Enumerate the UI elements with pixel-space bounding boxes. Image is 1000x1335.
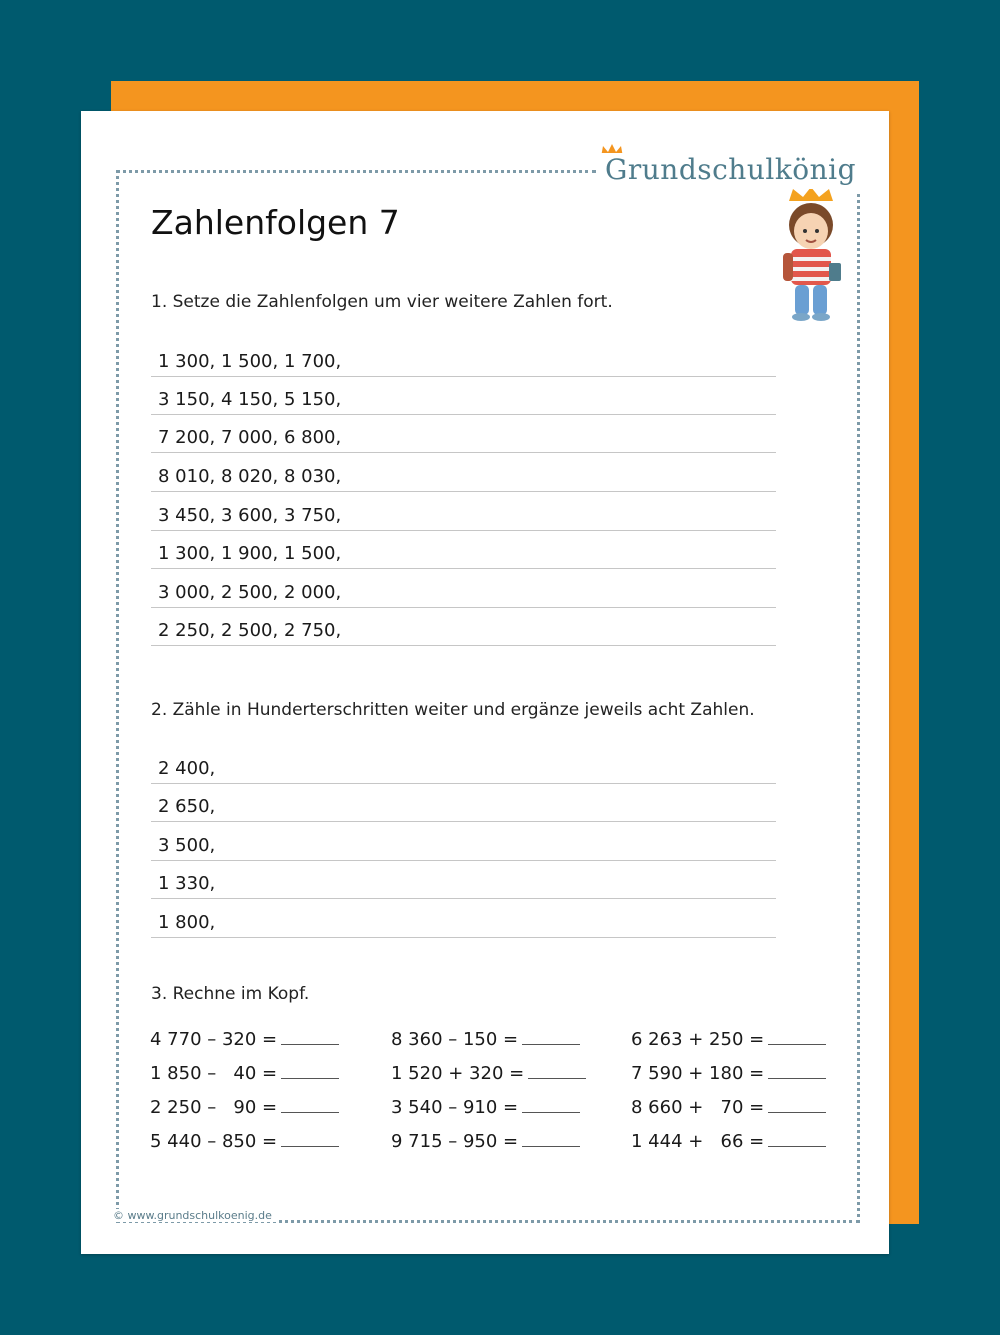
schoolboy-with-crown-illustration <box>771 189 851 329</box>
sequence-row[interactable] <box>151 339 776 377</box>
answer-blank[interactable] <box>522 1098 580 1113</box>
sequence-start: 3 000, 2 500, 2 000, <box>158 582 342 603</box>
counting-row[interactable] <box>151 784 776 822</box>
counting-row[interactable] <box>151 823 776 861</box>
counting-row[interactable] <box>151 900 776 938</box>
answer-blank[interactable] <box>281 1098 339 1113</box>
calc-problem: 9 715 – 950 = <box>391 1131 580 1152</box>
calc-problem: 6 263 + 250 = <box>631 1029 826 1050</box>
answer-blank[interactable] <box>281 1030 339 1045</box>
task-3-instruction: 3. Rechne im Kopf. <box>151 984 310 1004</box>
calc-problem: 1 444 + 66 = <box>631 1131 826 1152</box>
answer-blank[interactable] <box>768 1030 826 1045</box>
sequence-start: 3 450, 3 600, 3 750, <box>158 505 342 526</box>
sequence-start: 7 200, 7 000, 6 800, <box>158 427 342 448</box>
answer-blank[interactable] <box>281 1132 339 1147</box>
brand-logo: Grundschulkönig <box>601 153 860 193</box>
task-1-instruction: 1. Setze die Zahlenfolgen um vier weitere Zahlen fort. <box>151 292 613 312</box>
counting-start: 1 800, <box>158 912 216 933</box>
sequence-row[interactable] <box>151 415 776 453</box>
sequence-row[interactable] <box>151 377 776 415</box>
counting-row[interactable] <box>151 746 776 784</box>
counting-start: 2 400, <box>158 758 216 779</box>
sequence-row[interactable] <box>151 454 776 492</box>
calc-problem: 1 520 + 320 = <box>391 1063 586 1084</box>
answer-blank[interactable] <box>522 1030 580 1045</box>
task-2-instruction: 2. Zähle in Hunderterschritten weiter und ergänze jeweils acht Zahlen. <box>151 700 755 720</box>
answer-blank[interactable] <box>281 1064 339 1079</box>
sequence-row[interactable] <box>151 570 776 608</box>
answer-blank[interactable] <box>522 1132 580 1147</box>
calc-problem: 5 440 – 850 = <box>150 1131 339 1152</box>
answer-blank[interactable] <box>768 1098 826 1113</box>
answer-blank[interactable] <box>528 1064 586 1079</box>
counting-start: 2 650, <box>158 796 216 817</box>
calc-problem: 2 250 – 90 = <box>150 1097 339 1118</box>
sequence-start: 8 010, 8 020, 8 030, <box>158 466 342 487</box>
worksheet-page <box>81 111 889 1254</box>
sequence-start: 1 300, 1 900, 1 500, <box>158 543 342 564</box>
calc-problem: 1 850 – 40 = <box>150 1063 339 1084</box>
calc-problem: 8 660 + 70 = <box>631 1097 826 1118</box>
calc-problem: 7 590 + 180 = <box>631 1063 826 1084</box>
counting-start: 1 330, <box>158 873 216 894</box>
sequence-row[interactable] <box>151 608 776 646</box>
sequence-start: 1 300, 1 500, 1 700, <box>158 351 342 372</box>
sequence-row[interactable] <box>151 531 776 569</box>
counting-row[interactable] <box>151 861 776 899</box>
answer-blank[interactable] <box>768 1132 826 1147</box>
copyright-footer: © www.grundschulkoenig.de <box>111 1209 278 1222</box>
calc-problem: 4 770 – 320 = <box>150 1029 339 1050</box>
calc-problem: 8 360 – 150 = <box>391 1029 580 1050</box>
calc-problem: 3 540 – 910 = <box>391 1097 580 1118</box>
worksheet-title: Zahlenfolgen 7 <box>151 203 400 242</box>
sequence-start: 2 250, 2 500, 2 750, <box>158 620 342 641</box>
dotted-frame-top <box>116 170 596 173</box>
answer-blank[interactable] <box>768 1064 826 1079</box>
counting-start: 3 500, <box>158 835 216 856</box>
sequence-start: 3 150, 4 150, 5 150, <box>158 389 342 410</box>
sequence-row[interactable] <box>151 493 776 531</box>
